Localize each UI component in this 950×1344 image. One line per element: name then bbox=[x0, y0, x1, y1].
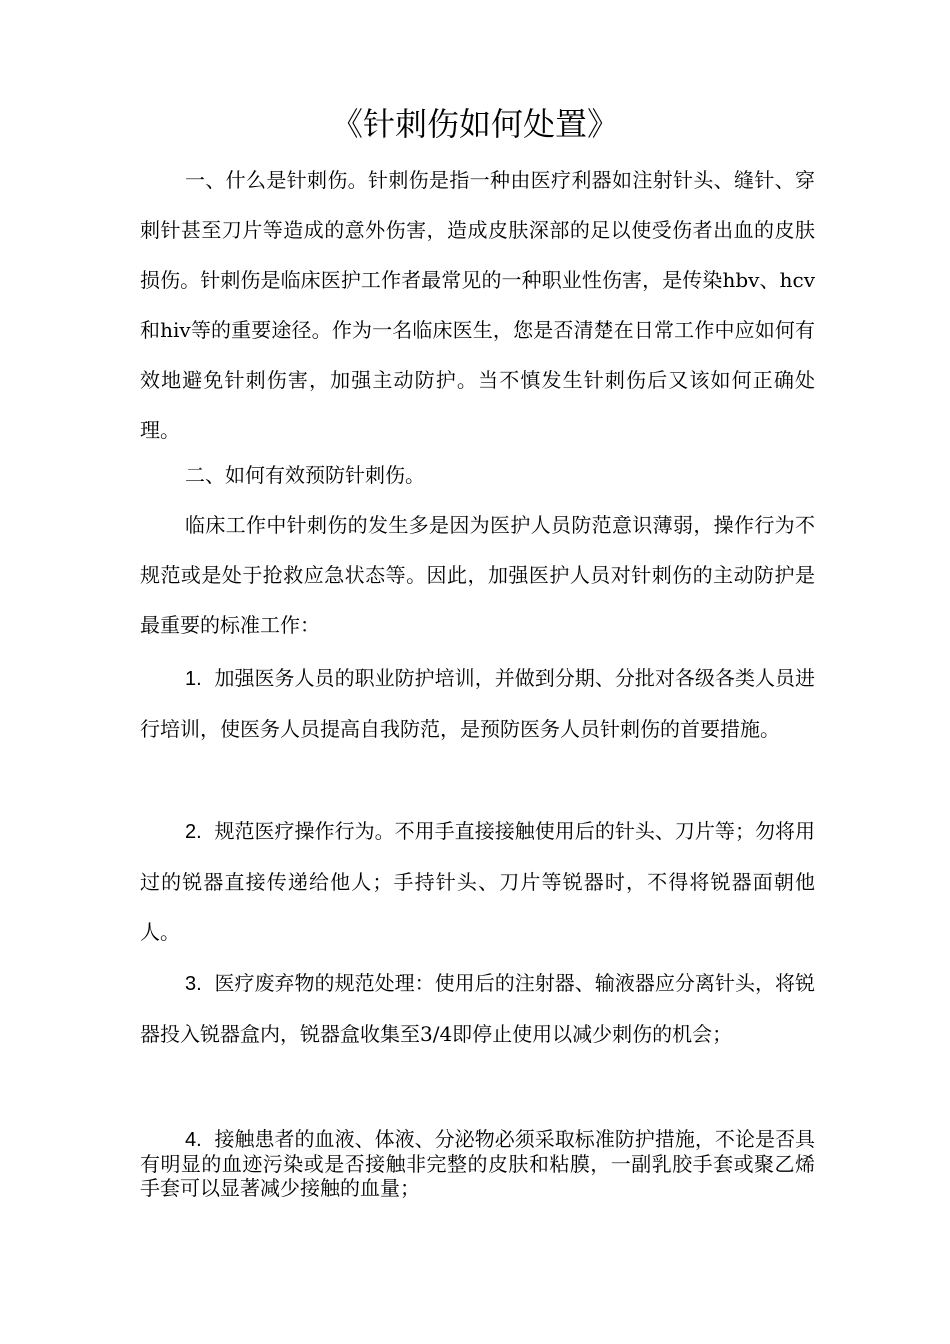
list-item-1 bbox=[140, 653, 815, 754]
document-title: 《针刺伤如何处置》 bbox=[330, 105, 619, 143]
list-item-text: 加强医务人员的职业防护培训，并做到分期、分批对各级各类人员进行培训，使医务人员提高自我防范，是预防医务人员针刺伤的首要措施。 bbox=[140, 666, 816, 741]
paragraph-prevention-intro: 临床工作中针刺伤的发生多是因为医护人员防范意识薄弱，操作行为不规范或是处于抢救应急状态等。因此，加强医护人员对针刺伤的主动防护是最重要的标准工作： bbox=[140, 513, 815, 637]
list-item-3 bbox=[140, 958, 815, 1059]
list-item-4 bbox=[140, 1127, 815, 1200]
list-item-number: 2. bbox=[185, 821, 202, 843]
list-item-text: 接触患者的血液、体液、分泌物必须采取标准防护措施，不论是否具有明显的血迹污染或是否接触非完整的皮肤和粘膜，一副乳胶手套或聚乙烯手套可以显著减少接触的血量； bbox=[140, 1127, 816, 1200]
paragraph-prevention-heading: 二、如何有效预防针刺伤。 bbox=[185, 463, 425, 487]
list-item-2 bbox=[140, 806, 815, 957]
list-item-text: 医疗废弃物的规范处理：使用后的注射器、输液器应分离针头，将锐器投入锐器盒内，锐器盒收集至3/4即停止使用以减少刺伤的机会； bbox=[140, 971, 816, 1046]
list-item-number: 3. bbox=[185, 973, 202, 995]
list-item-text: 规范医疗操作行为。不用手直接接触使用后的针头、刀片等；勿将用过的锐器直接传递给他人；手持针头、刀片等锐器时，不得将锐器面朝他人。 bbox=[140, 819, 816, 944]
list-item-number: 4. bbox=[185, 1129, 202, 1151]
list-item-number: 1. bbox=[185, 668, 202, 690]
paragraph-definition: 一、什么是针刺伤。针刺伤是指一种由医疗利器如注射针头、缝针、穿刺针甚至刀片等造成的意外伤害，造成皮肤深部的足以使受伤者出血的皮肤损伤。针刺伤是临床医护工作者最常见的一种职业性伤害，是传染hbv、hcv和hiv等的重要途径。作为一名临床医生，您是否清楚在日常工作中应如何有效地避免针刺伤害，加强主动防护。当不慎发生针刺伤后又该如何正确处理。 bbox=[140, 168, 815, 442]
